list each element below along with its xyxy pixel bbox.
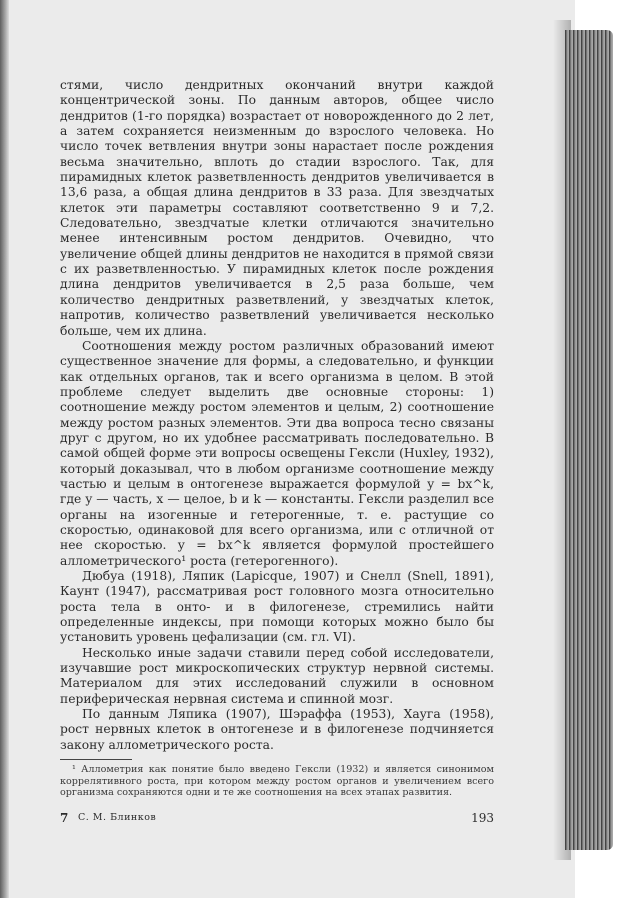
page-number: 193 xyxy=(471,811,494,825)
body-text xyxy=(60,78,494,753)
footnote: ¹ Аллометрия как понятие было введено Гексли (1932) и является синонимом коррелятивного роста, при котором между ростом органов и увеличением всего организма сохраняются одни и те же соотношения на всех этапах развития. xyxy=(60,764,494,799)
footnote-divider xyxy=(60,759,132,760)
paragraph-5: По данным Ляпика (1907), Шэраффа (1953), Хауга (1958), рост нервных клеток в онтогенезе и в филогенезе подчиняется закону аллометрического роста. xyxy=(60,707,494,752)
page-footer xyxy=(60,811,494,827)
scan-left-edge xyxy=(0,0,9,898)
paragraph-4: Несколько иные задачи ставили перед собой исследователи, изучавшие рост микроскопических структур нервной системы. Материалом для этих исследований служили в основном периферическая нервная система и спинной мозг. xyxy=(60,645,494,706)
paragraph-1: стями, число дендритных окончаний внутри каждой концентрической зоны. По данным авторов, общее число дендритов (1-го порядка) возрастает от новорожденного до 2 лет, а затем сохраняется неизменным до взрослого человека. Но число точек ветвления внутри зоны нарастает после рождения весьма значительно, вплоть до стадии взрослого. Так, для пирамидных клеток разветвленность дендритов увеличивается в 13,6 раза, а общая длина дендритов в 33 раза. Для звездчатых клеток эти параметры составляют соответственно 9 и 7,2. Следовательно, звездчатые клетки отличаются значительно менее интенсивным ростом дендритов. Очевидно, что увеличение общей длины дендритов не находится в прямой связи с их разветвленностью. У пирамидных клеток после рождения длина дендритов увеличивается в 2,5 раза больше, чем количество дендритных разветвлений, у звездчатых клеток, напротив, количество разветвлений увеличивается несколько больше, чем их длина. xyxy=(60,78,494,338)
paragraph-3: Дюбуа (1918), Ляпик (Lapicque, 1907) и Снелл (Snell, 1891), Каунт (1947), рассматривая рост головного мозга относительно роста тела в онто- и в филогенезе, стремились найти определенные индексы, при помощи которых можно было бы установить уровень цефализации (см. гл. VI). xyxy=(60,569,494,645)
paragraph-2: Соотношения между ростом различных образований имеют существенное значение для формы, а следовательно, и функции как отдельных органов, так и всего организма в целом. В этой проблеме следует выделить две основные стороны: 1) соотношение между ростом элементов и целым, 2) соотношение между ростом разных элементов. Эти два вопроса тесно связаны друг с другом, но их удобнее рассматривать последовательно. В самой общей форме эти вопросы освещены Гексли (Huxley, 1932), который доказывал, что в любом организме соотношение между частью и целым в онтогенезе выражается формулой y = bx^k, где y — часть, x — целое, b и k — константы. Гексли разделил все органы на изогенные и гетерогенные, т. е. растущие со скоростью, одинаковой для всего организма, или с отличной от нее скоростью. y = bx^k является формулой простейшего аллометрического¹ роста (гетерогенного). xyxy=(60,338,494,568)
signature-author: С. М. Блинков xyxy=(78,812,157,823)
book-fore-edge xyxy=(565,30,613,850)
signature-number: 7 xyxy=(60,811,69,825)
